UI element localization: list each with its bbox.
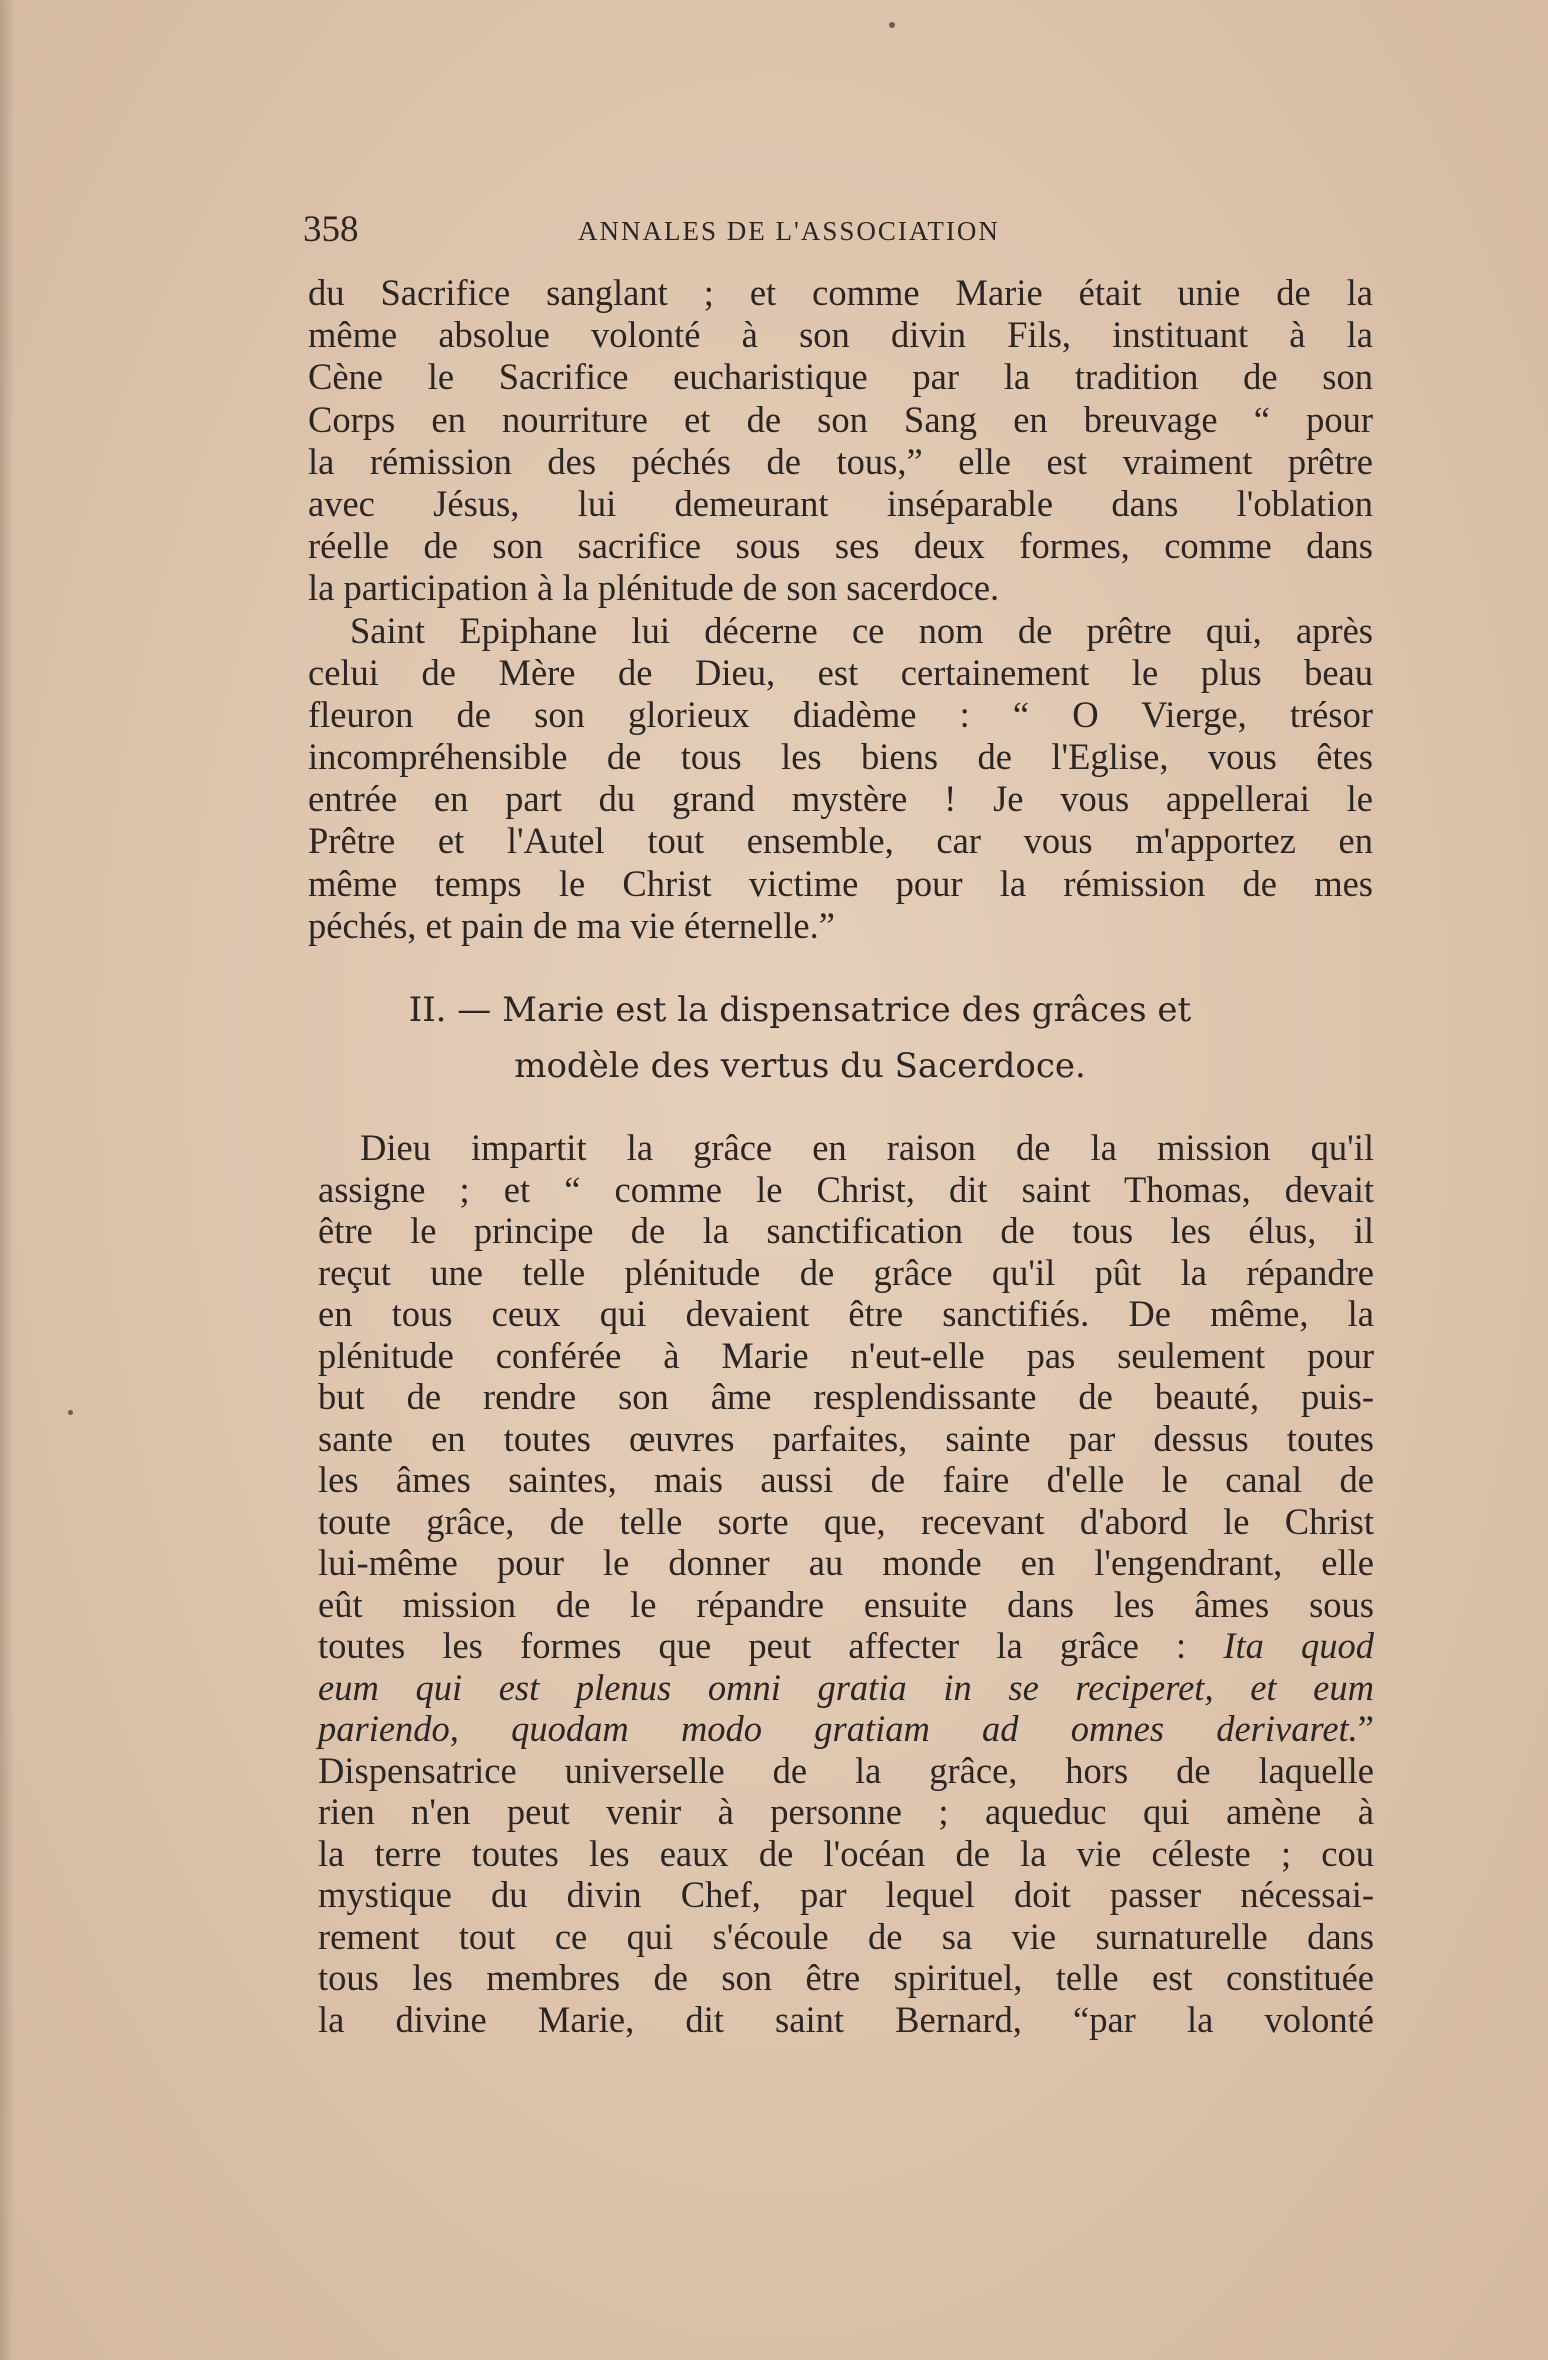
page-number: 358 bbox=[303, 209, 359, 250]
closing-quote-mark: ” bbox=[1357, 1708, 1374, 1749]
text-line: la terre toutes les eaux de l'océan de la vie céleste ; cou bbox=[318, 1832, 1374, 1874]
text-line: entrée en part du grand mystère ! Je vous appellerai le bbox=[308, 778, 1373, 820]
text-line: réelle de son sacrifice sous ses deux formes, comme dans bbox=[308, 525, 1373, 567]
body-text-top bbox=[308, 272, 1373, 947]
paragraph-1 bbox=[308, 272, 1373, 610]
ink-speck bbox=[68, 1410, 73, 1415]
text-line: reçut une telle plénitude de grâce qu'il pût la répandre bbox=[318, 1251, 1374, 1293]
text-line: Dispensatrice universelle de la grâce, hors de laquelle bbox=[318, 1749, 1374, 1791]
text-line: rien n'en peut venir à personne ; aqueduc qui amène à bbox=[318, 1791, 1374, 1832]
text-line: sante en toutes œuvres parfaites, sainte par dessus toutes bbox=[318, 1417, 1374, 1459]
text-line: en tous ceux qui devaient être sanctifiés. De même, la bbox=[318, 1293, 1374, 1334]
text-line: mystique du divin Chef, par lequel doit passer nécessai- bbox=[318, 1874, 1374, 1915]
text-line: Prêtre et l'Autel tout ensemble, car vous m'apportez en bbox=[308, 820, 1373, 862]
text-line: la participation à la plénitude de son sacerdoce. bbox=[308, 567, 1000, 609]
text-line: lui-même pour le donner au monde en l'engendrant, elle bbox=[318, 1542, 1374, 1583]
section-heading-line-2: modèle des vertus du Sacerdoce. bbox=[514, 1046, 1086, 1086]
text-line: toute grâce, de telle sorte que, recevant d'abord le Christ bbox=[318, 1500, 1374, 1542]
text-line: plénitude conférée à Marie n'eut-elle pas seulement pour bbox=[318, 1334, 1374, 1376]
ink-speck bbox=[889, 22, 895, 28]
page-header bbox=[303, 208, 1375, 256]
text-line: eût mission de le répandre ensuite dans les âmes sous bbox=[318, 1583, 1374, 1625]
text-line: la rémission des péchés de tous,” elle est vraiment prêtre bbox=[308, 440, 1373, 482]
paragraph-3 bbox=[318, 1127, 1374, 2040]
text-line: but de rendre son âme resplendissante de beauté, puis- bbox=[318, 1376, 1374, 1417]
text-line: avec Jésus, lui demeurant inséparable dans l'oblation bbox=[308, 482, 1373, 524]
text-line: Dieu impartit la grâce en raison de la mission qu'il bbox=[360, 1127, 1374, 1168]
text-line: fleuron de son glorieux diadème : “ O Vierge, trésor bbox=[308, 693, 1373, 735]
text-line: péchés, et pain de ma vie éternelle.” bbox=[308, 904, 835, 946]
text-line: même absolue volonté à son divin Fils, instituant à la bbox=[308, 314, 1373, 356]
text-segment: toutes les formes que peut affecter la grâce : bbox=[318, 1625, 1187, 1666]
text-line-latin bbox=[318, 1708, 1374, 1750]
text-line: rement tout ce qui s'écoule de sa vie surnaturelle dans bbox=[318, 1915, 1374, 1957]
paragraph-2 bbox=[308, 610, 1373, 948]
text-line: celui de Mère de Dieu, est certainement le plus beau bbox=[308, 651, 1373, 693]
running-head: ANNALES DE L'ASSOCIATION bbox=[578, 216, 1000, 246]
text-line: du Sacrifice sanglant ; et comme Marie était unie de la bbox=[308, 272, 1373, 313]
text-line: les âmes saintes, mais aussi de faire d'elle le canal de bbox=[318, 1459, 1374, 1500]
text-line: tous les membres de son être spirituel, telle est constituée bbox=[318, 1957, 1374, 1998]
text-line: la divine Marie, dit saint Bernard, “par la volonté bbox=[318, 1998, 1374, 2040]
text-line: être le principe de la sanctification de tous les élus, il bbox=[318, 1210, 1374, 1251]
text-line: même temps le Christ victime pour la rémission de mes bbox=[308, 862, 1373, 904]
text-line: assigne ; et “ comme le Christ, dit saint Thomas, devait bbox=[318, 1168, 1374, 1210]
text-line: Saint Epiphane lui décerne ce nom de prêtre qui, après bbox=[350, 609, 1373, 651]
latin-quote-start: Ita quod bbox=[1223, 1625, 1375, 1666]
text-line: incompréhensible de tous les biens de l'Eglise, vous êtes bbox=[308, 736, 1373, 778]
section-heading-line-1: II. — Marie est la dispensatrice des grâces et bbox=[408, 990, 1192, 1030]
latin-quote-end: pariendo, quodam modo gratiam ad omnes derivaret. bbox=[318, 1708, 1358, 1749]
text-line-latin bbox=[318, 1667, 1374, 1709]
text-line: Corps en nourriture et de son Sang en breuvage “ pour bbox=[308, 398, 1373, 440]
latin-quote: eum qui est plenus omni gratia in se reciperet, et eum bbox=[318, 1666, 1374, 1708]
page-edge-shadow bbox=[0, 0, 14, 2360]
text-line: Cène le Sacrifice eucharistique par la tradition de son bbox=[308, 356, 1373, 398]
text-line-with-latin bbox=[318, 1625, 1374, 1667]
